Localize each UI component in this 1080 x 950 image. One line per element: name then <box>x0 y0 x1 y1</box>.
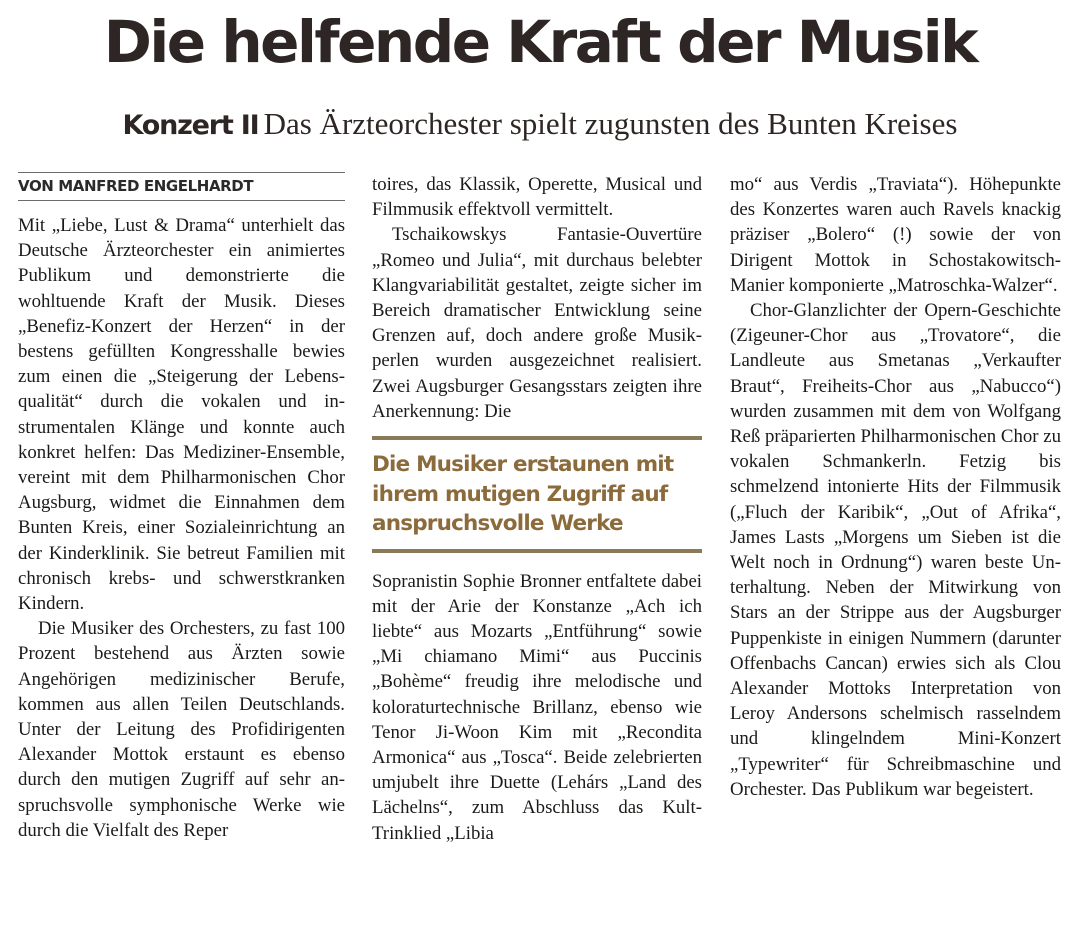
paragraph: Tschaikowskys Fantasie-Ouvertüre „Romeo und Julia“, mit durchaus belebter Klangvariabilität gestaltet, zeigte sicher im Bereich dramatischer Entwicklung seine Grenzen auf, doch andere große Musikperlen wurden ausgezeichnet realisiert. Zwei Augsburger Gesangsstars zeigten ihre Anerkennung: Die <box>372 224 702 422</box>
column-1 <box>18 172 345 843</box>
pull-quote-text: Die Musiker erstaunen mit ihrem mutigen Zugriff auf anspruchsvolle Werke <box>372 452 674 537</box>
column-3 <box>730 172 1061 802</box>
paragraph: mo“ aus Verdis „Traviata“). Höhepunkte des Konzertes waren auch Ravels knackig präziser „Bolero“ (!) sowie der von Dirigent Mottok in Schostakowitsch-Manier komponierte „Matroschka-Walzer“. <box>730 174 1061 296</box>
byline: VON MANFRED ENGELHARDT <box>18 177 254 195</box>
column-2 <box>372 172 702 846</box>
paragraph: Die Musiker des Orchesters, zu fast 100 Prozent bestehend aus Ärzten sowie Angehörigen medizinischer Berufe, kommen aus allen Teilen Deutschlands. Unter der Leitung des Profidirigenten Alexander Mottok erstaunt es ebenso durch den mutigen Zugriff auf sehr anspruchsvolle symphonische Werke wie durch die Vielfalt des Reper <box>18 618 345 841</box>
subtitle: Das Ärzteorchester spielt zugunsten des Bunten Kreises <box>263 106 958 141</box>
paragraph: toires, das Klassik, Operette, Musical und Filmmusik effektvoll vermittelt. <box>372 174 702 221</box>
paragraph: Sopranistin Sophie Bronner entfaltete dabei mit der Arie der Konstanze „Ach ich liebte“ aus Mozarts „Entführung“ sowie „Mi chiamano Mimi“ aus Puccinis „Bohème“ freudig ihre melodische und koloraturtechnische Brillanz, ebenso wie Tenor Ji-Woon Kim mit „Recondita Armonica“ aus „Tosca“. Beide zelebrierten umjubelt ihre Duette (Lehárs „Land des Lächelns“, zum Abschluss das Kult-Trinklied „Libia <box>372 570 702 844</box>
headline: Die helfende Kraft der Musik <box>103 8 977 76</box>
paragraph: Chor-Glanzlichter der Opern-Geschichte (Zigeuner-Chor aus „Trovatore“, die Landleute aus Smetanas „Verkaufter Braut“, Freiheits-Chor aus „Nabucco“) wurden zusammen mit dem von Wolfgang Reß präparierten Philharmonischen Chor zu vokalen Schmankerln. Fetzig bis schmelzend intonierte Hits der Filmmusik („Fluch der Karibik“, „Out of Afrika“, James Lasts „Morgens um Sieben ist die Welt noch in Ordnung“) waren beste Unterhaltung. Neben der Mitwirkung von Stars an der Strippe aus der Augsburger Puppenkiste in einigen Nummern (darunter Offenbachs Cancan) erwies sich als Clou Alexander Mottoks Interpretation von Leroy Andersons schelmisch rasselndem und klingelndem Mini-Konzert „Typewriter“ für Schreibmaschine und Orchester. Das Publikum war begeistert. <box>730 300 1061 800</box>
pull-quote <box>372 436 702 553</box>
byline-box <box>18 172 345 201</box>
subheadline <box>0 104 1080 149</box>
paragraph: Mit „Liebe, Lust & Drama“ unterhielt das Deutsche Ärzteorchester ein animiertes Publikum und demonstrierte die wohltuende Kraft der Musik. Dieses „Benefiz-Konzert der Herzen“ in der bestens gefüllten Kongresshalle bewies zum einen die „Steigerung der Lebensqualität“ durch die vokalen und instrumentalen Klänge und konnte auch konkret helfen: Das Mediziner-Ensemble, vereint mit dem Philharmonischen Chor Augsburg, widmet die Einnahmen dem Bunten Kreis, einer Sozialeinrichtung an der Kinderklinik. Sie betreut Familien mit chronisch krebs- und schwerstkranken Kindern. <box>18 215 345 615</box>
kicker: Konzert II <box>122 110 259 141</box>
